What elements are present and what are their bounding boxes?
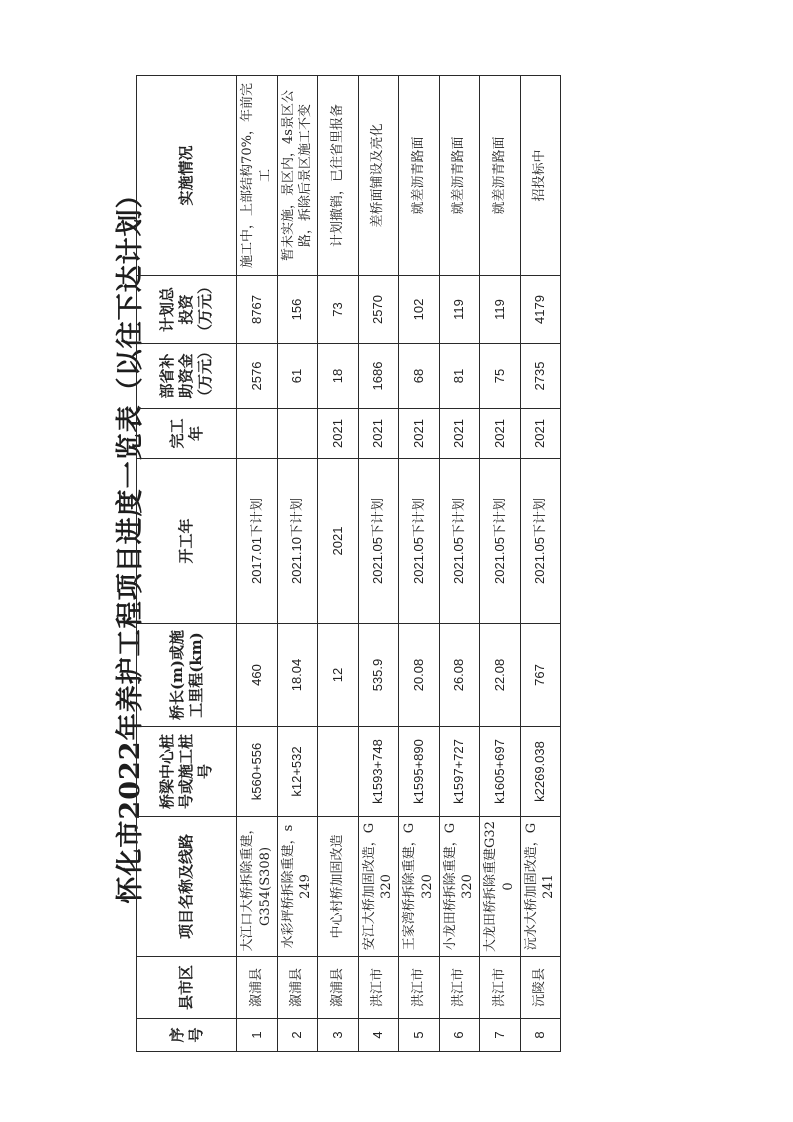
- cell-status: 就差沥青路面: [439, 76, 480, 276]
- cell-project: 沅水大桥加固改造，G241: [520, 817, 561, 957]
- cell-project: 王家湾桥拆除重建，G320: [399, 817, 440, 957]
- cell-finish: [237, 409, 278, 459]
- table-row: [358, 76, 399, 1052]
- cell-no: 8: [520, 1019, 561, 1052]
- cell-status: 计划撤销，已往省里报备: [318, 76, 359, 276]
- cell-status: 暂未实施，景区内，4s景区公路，拆除后景区施工不变: [277, 76, 318, 276]
- cell-county: 溆浦县: [237, 957, 278, 1019]
- cell-finish: 2021: [399, 409, 440, 459]
- cell-project: 安江大桥加固改造，G320: [358, 817, 399, 957]
- table-row: [480, 76, 521, 1052]
- cell-stake: k1595+890: [399, 727, 440, 817]
- progress-table: [136, 75, 561, 1052]
- cell-subsidy: 61: [277, 344, 318, 409]
- cell-no: 5: [399, 1019, 440, 1052]
- cell-finish: [277, 409, 318, 459]
- cell-length: 767: [520, 624, 561, 727]
- cell-status: 就差沥青路面: [399, 76, 440, 276]
- cell-no: 4: [358, 1019, 399, 1052]
- cell-project: 中心村桥加固改造: [318, 817, 359, 957]
- cell-stake: k2269.038: [520, 727, 561, 817]
- cell-finish: 2021: [480, 409, 521, 459]
- cell-subsidy: 1686: [358, 344, 399, 409]
- cell-county: 洪江市: [439, 957, 480, 1019]
- cell-start: 2021.05下计划: [480, 459, 521, 624]
- cell-county: 溆浦县: [277, 957, 318, 1019]
- cell-no: 2: [277, 1019, 318, 1052]
- cell-invest: 8767: [237, 276, 278, 344]
- header-finish: 完工年: [137, 409, 237, 459]
- header-row: [137, 76, 237, 1052]
- cell-stake: k1597+727: [439, 727, 480, 817]
- header-project: 项目名称及线路: [137, 817, 237, 957]
- cell-subsidy: 75: [480, 344, 521, 409]
- cell-invest: 156: [277, 276, 318, 344]
- cell-finish: 2021: [358, 409, 399, 459]
- cell-subsidy: 81: [439, 344, 480, 409]
- cell-stake: k12+532: [277, 727, 318, 817]
- cell-status: 招投标中: [520, 76, 561, 276]
- table-row: [439, 76, 480, 1052]
- cell-no: 7: [480, 1019, 521, 1052]
- header-no: 序号: [137, 1019, 237, 1052]
- cell-invest: 4179: [520, 276, 561, 344]
- cell-start: 2021.05下计划: [520, 459, 561, 624]
- table-row: [318, 76, 359, 1052]
- cell-county: 溆浦县: [318, 957, 359, 1019]
- cell-length: 535.9: [358, 624, 399, 727]
- cell-stake: k560+556: [237, 727, 278, 817]
- cell-project: 小龙田桥拆除重建，G320: [439, 817, 480, 957]
- header-start: 开工年: [137, 459, 237, 624]
- cell-invest: 119: [480, 276, 521, 344]
- cell-invest: 102: [399, 276, 440, 344]
- cell-start: 2021.10下计划: [277, 459, 318, 624]
- cell-subsidy: 2735: [520, 344, 561, 409]
- cell-length: 26.08: [439, 624, 480, 727]
- cell-invest: 2570: [358, 276, 399, 344]
- cell-finish: 2021: [439, 409, 480, 459]
- header-subsidy: 部省补助资金（万元）: [137, 344, 237, 409]
- cell-length: 22.08: [480, 624, 521, 727]
- cell-start: 2021.05下计划: [399, 459, 440, 624]
- cell-status: 就差沥青路面: [480, 76, 521, 276]
- table-row: [399, 76, 440, 1052]
- cell-county: 洪江市: [480, 957, 521, 1019]
- cell-stake: k1593+748: [358, 727, 399, 817]
- cell-subsidy: 68: [399, 344, 440, 409]
- page-title: 怀化市2022年养护工程项目进度一览表（以往下达计划）: [115, 180, 146, 904]
- cell-project: 水彩坪桥拆除重建，s249: [277, 817, 318, 957]
- header-length: 桥长(m)或施工里程(km): [137, 624, 237, 727]
- header-invest: 计划总投资（万元）: [137, 276, 237, 344]
- cell-invest: 73: [318, 276, 359, 344]
- header-county: 县市区: [137, 957, 237, 1019]
- table-row: [237, 76, 278, 1052]
- header-status: 实施情况: [137, 76, 237, 276]
- cell-stake: [318, 727, 359, 817]
- table-row: [520, 76, 561, 1052]
- cell-start: 2017.01下计划: [237, 459, 278, 624]
- cell-county: 洪江市: [399, 957, 440, 1019]
- cell-status: 施工中，上部结构70%，年前完工: [237, 76, 278, 276]
- cell-no: 6: [439, 1019, 480, 1052]
- cell-subsidy: 2576: [237, 344, 278, 409]
- cell-start: 2021.05下计划: [358, 459, 399, 624]
- cell-county: 沅陵县: [520, 957, 561, 1019]
- table-row: [277, 76, 318, 1052]
- cell-status: 差桥面铺设及亮化: [358, 76, 399, 276]
- cell-stake: k1605+697: [480, 727, 521, 817]
- cell-no: 3: [318, 1019, 359, 1052]
- cell-start: 2021.05下计划: [439, 459, 480, 624]
- cell-length: 460: [237, 624, 278, 727]
- cell-finish: 2021: [520, 409, 561, 459]
- cell-length: 12: [318, 624, 359, 727]
- cell-no: 1: [237, 1019, 278, 1052]
- cell-start: 2021: [318, 459, 359, 624]
- cell-invest: 119: [439, 276, 480, 344]
- header-stake: 桥梁中心桩号或施工桩号: [137, 727, 237, 817]
- cell-project: 大江口大桥拆除重建，G354(S308): [237, 817, 278, 957]
- cell-length: 20.08: [399, 624, 440, 727]
- cell-length: 18.04: [277, 624, 318, 727]
- cell-subsidy: 18: [318, 344, 359, 409]
- cell-finish: 2021: [318, 409, 359, 459]
- cell-project: 大龙田桥拆除重建G320: [480, 817, 521, 957]
- cell-county: 洪江市: [358, 957, 399, 1019]
